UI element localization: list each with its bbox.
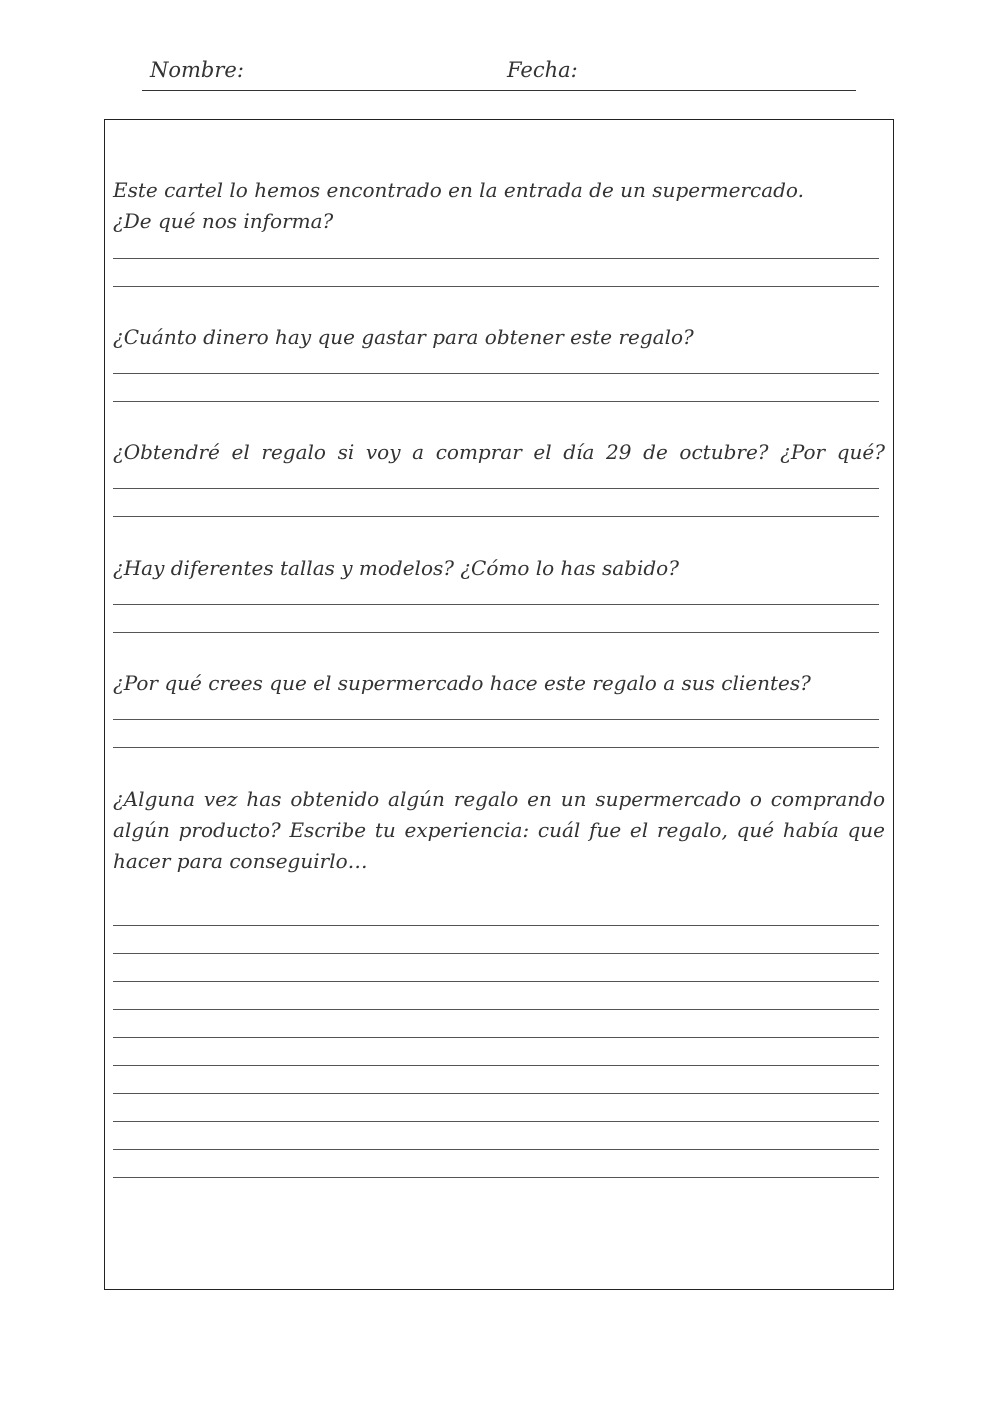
date-label: Fecha:	[507, 58, 578, 82]
question-5-line-1: ¿Por qué crees que el supermercado hace este regalo a sus clientes?	[113, 671, 811, 695]
question-6-line-2: algún producto? Escribe tu experiencia: cuál fue el regalo, qué había que	[113, 818, 885, 842]
answer-line[interactable]	[113, 1065, 879, 1066]
answer-line[interactable]	[113, 1177, 879, 1178]
answer-line[interactable]	[113, 953, 879, 954]
answer-line[interactable]	[113, 981, 879, 982]
answer-line[interactable]	[113, 925, 879, 926]
answer-line[interactable]	[113, 516, 879, 517]
question-5	[113, 668, 885, 699]
answer-line[interactable]	[113, 1149, 879, 1150]
answer-line[interactable]	[113, 719, 879, 720]
answer-line[interactable]	[113, 373, 879, 374]
name-date-writing-line[interactable]	[142, 90, 856, 91]
question-3-line-1: ¿Obtendré el regalo si voy a comprar el día 29 de octubre? ¿Por qué?	[113, 440, 885, 464]
question-1-line-2: ¿De qué nos informa?	[113, 209, 334, 233]
question-1	[113, 175, 885, 237]
answer-line[interactable]	[113, 286, 879, 287]
answer-line[interactable]	[113, 1037, 879, 1038]
question-1-line-1: Este cartel lo hemos encontrado en la entrada de un supermercado.	[113, 178, 804, 202]
question-3	[113, 437, 885, 468]
question-6	[113, 784, 885, 877]
answer-line[interactable]	[113, 258, 879, 259]
answer-line[interactable]	[113, 1009, 879, 1010]
question-2	[113, 322, 885, 353]
name-label: Nombre:	[150, 58, 244, 82]
answer-line[interactable]	[113, 747, 879, 748]
answer-line[interactable]	[113, 1093, 879, 1094]
answer-line[interactable]	[113, 1121, 879, 1122]
answer-line[interactable]	[113, 488, 879, 489]
answer-line[interactable]	[113, 604, 879, 605]
question-2-line-1: ¿Cuánto dinero hay que gastar para obtener este regalo?	[113, 325, 694, 349]
question-4-line-1: ¿Hay diferentes tallas y modelos? ¿Cómo lo has sabido?	[113, 556, 679, 580]
question-6-line-1: ¿Alguna vez has obtenido algún regalo en un supermercado o comprando	[113, 787, 885, 811]
worksheet-frame	[104, 119, 894, 1290]
answer-line[interactable]	[113, 632, 879, 633]
question-6-line-3: hacer para conseguirlo…	[113, 849, 368, 873]
answer-line[interactable]	[113, 401, 879, 402]
question-4	[113, 553, 885, 584]
